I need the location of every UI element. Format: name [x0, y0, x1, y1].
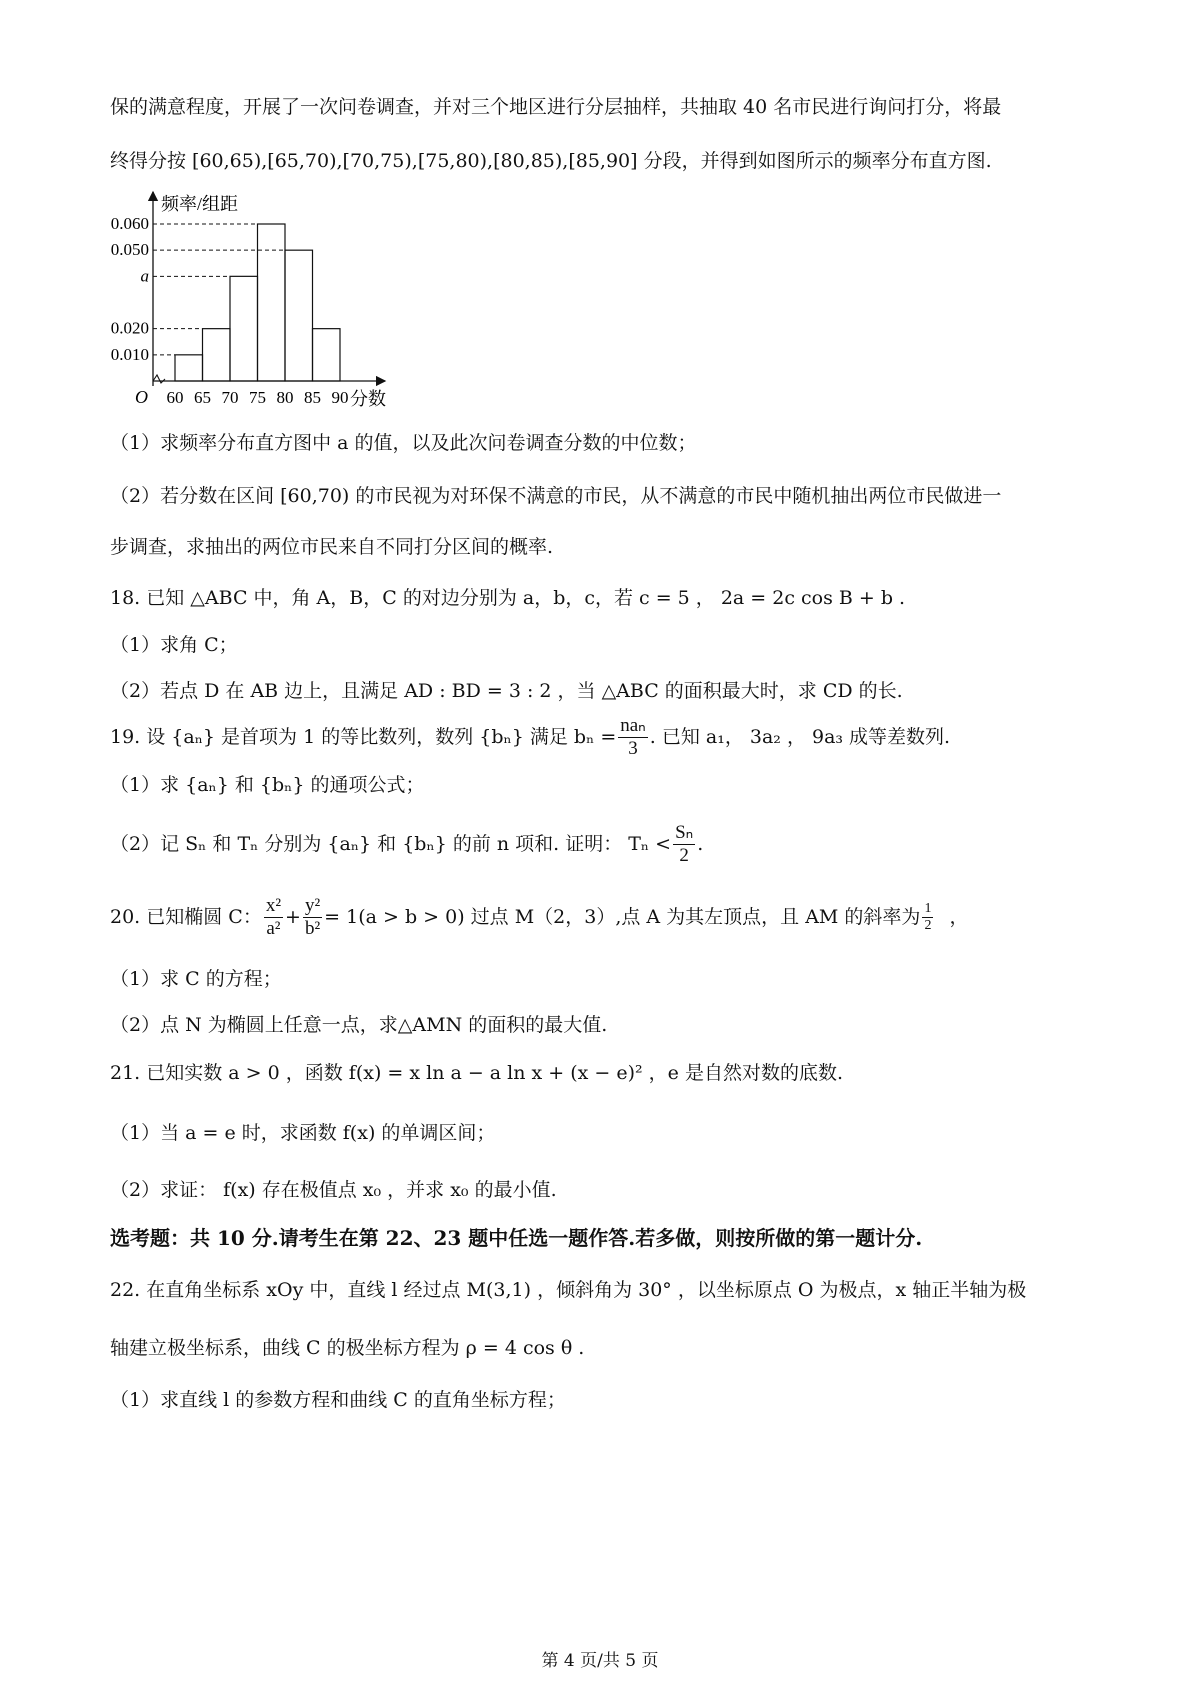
histogram-bar	[230, 276, 258, 381]
x-tick-label: 60	[166, 388, 184, 407]
intro-line-1: 保的满意程度，开展了一次问卷调查，并对三个地区进行分层抽样，共抽取 40 名市民进行询问打分，将最	[110, 96, 1002, 118]
x-tick-label: 65	[194, 388, 211, 407]
q19-part-2-text-b: .	[697, 833, 704, 855]
q17-part-2-line-2: 步调查，求抽出的两位市民来自不同打分区间的概率.	[110, 536, 554, 558]
q21-stem: 21. 已知实数 a > 0 ，函数 f(x) = x ln a − a ln x + (x − e)² ，e 是自然对数的底数.	[110, 1062, 843, 1084]
q19-part-2	[110, 818, 1110, 870]
q20-slope-fraction	[922, 901, 933, 934]
histogram-bar	[203, 329, 231, 381]
q19-part-2-text-a: （2）记 Sₙ 和 Tₙ 分别为 {aₙ} 和 {bₙ} 的前 n 项和. 证明： Tₙ <	[110, 833, 672, 855]
x-tick-label: 80	[276, 388, 294, 407]
y-axis-title: 频率/组距	[161, 194, 239, 214]
q22-line-2: 轴建立极坐标系，曲线 C 的极坐标方程为 ρ = 4 cos θ .	[110, 1337, 585, 1359]
q20-stem	[110, 890, 1110, 944]
q20-stem-text-a: 20. 已知椭圆 C：	[110, 906, 262, 928]
q20-fraction-y-num: y²	[304, 894, 321, 916]
q18-part-1: （1）求角 C；	[110, 634, 238, 656]
x-tick-label: 85	[304, 388, 321, 407]
q19-fraction-numerator: naₙ	[620, 714, 646, 736]
q20-fraction-y-den: b²	[304, 917, 321, 939]
y-tick-label: 0.010	[110, 344, 149, 364]
q20-part-2: （2）点 N 为椭圆上任意一点，求△AMN 的面积的最大值.	[110, 1014, 608, 1036]
q17-part-2-line-1: （2）若分数在区间 [60,70) 的市民视为对环保不满意的市民，从不满意的市民中随机抽出两位市民做进一	[110, 485, 1002, 507]
elective-heading: 选考题：共 10 分.请考生在第 22、23 题中任选一题作答.若多做，则按所做的第一题计分.	[110, 1226, 923, 1250]
y-tick-label: 0.060	[110, 214, 149, 233]
histogram-bar	[258, 224, 286, 381]
q20-part-1: （1）求 C 的方程；	[110, 968, 282, 990]
q20-fraction-y	[303, 895, 322, 940]
q20-fraction-x	[264, 895, 283, 940]
histogram-bar	[313, 329, 341, 381]
q19-stem-text-a: 19. 设 {aₙ} 是首项为 1 的等比数列，数列 {bₙ} 满足 bₙ =	[110, 726, 617, 748]
q20-plus: +	[285, 906, 301, 928]
origin-label: O	[135, 387, 148, 407]
q20-slope-den: 2	[924, 917, 932, 933]
q18-part-2: （2）若点 D 在 AB 边上，且满足 AD : BD = 3 : 2 ，当 △ABC 的面积最大时，求 CD 的长.	[110, 680, 903, 702]
q20-fraction-x-den: a²	[266, 917, 281, 939]
axis-break-mark	[153, 375, 165, 383]
q19-part-2-denominator: 2	[679, 844, 689, 866]
q22-part-1: （1）求直线 l 的参数方程和曲线 C 的直角坐标方程；	[110, 1389, 566, 1411]
q19-part-2-numerator: Sₙ	[675, 821, 694, 843]
q17-part-1: （1）求频率分布直方图中 a 的值，以及此次问卷调查分数的中位数；	[110, 432, 697, 454]
histogram-bar	[285, 250, 313, 381]
x-tick-label: 75	[249, 388, 266, 407]
q20-slope-num: 1	[924, 900, 932, 916]
q18-stem: 18. 已知 △ABC 中，角 A，B，C 的对边分别为 a，b，c，若 c = 5 ， 2a = 2c cos B + b .	[110, 587, 906, 609]
q20-stem-text-b: = 1(a > b > 0) 过点 M（2，3）,点 A 为其左顶点，且 AM 的斜率为	[324, 906, 921, 928]
q19-part-1: （1）求 {aₙ} 和 {bₙ} 的通项公式；	[110, 774, 425, 796]
x-tick-label: 70	[221, 388, 239, 407]
q20-fraction-x-num: x²	[265, 894, 282, 916]
q20-stem-text-c: ，	[949, 906, 969, 928]
q19-stem-text-b: . 已知 a₁， 3a₂ ， 9a₃ 成等差数列.	[649, 726, 951, 748]
q22-line-1: 22. 在直角坐标系 xOy 中，直线 l 经过点 M(3,1) ，倾斜角为 30° ，以坐标原点 O 为极点，x 轴正半轴为极	[110, 1279, 1027, 1301]
histogram-bar	[175, 355, 203, 381]
q21-part-2: （2）求证： f(x) 存在极值点 x₀ ，并求 x₀ 的最小值.	[110, 1179, 557, 1201]
q19-fraction-denominator: 3	[628, 737, 638, 759]
x-axis-title: 分数	[350, 389, 386, 409]
intro-line-2: 终得分按 [60,65),[65,70),[70,75),[75,80),[80,85),[85,90] 分段，并得到如图所示的频率分布直方图.	[110, 150, 992, 172]
q19-part-2-fraction	[673, 822, 695, 867]
y-tick-label: a	[140, 266, 149, 286]
page-number: 第 4 页/共 5 页	[541, 1651, 659, 1671]
q21-part-1: （1）当 a = e 时，求函数 f(x) 的单调区间；	[110, 1122, 496, 1144]
x-tick-label: 90	[331, 388, 349, 407]
y-tick-label: 0.050	[110, 240, 149, 260]
q19-stem	[110, 712, 1110, 762]
frequency-histogram	[95, 182, 415, 420]
q19-fraction	[618, 715, 648, 760]
y-tick-label: 0.020	[110, 318, 149, 338]
